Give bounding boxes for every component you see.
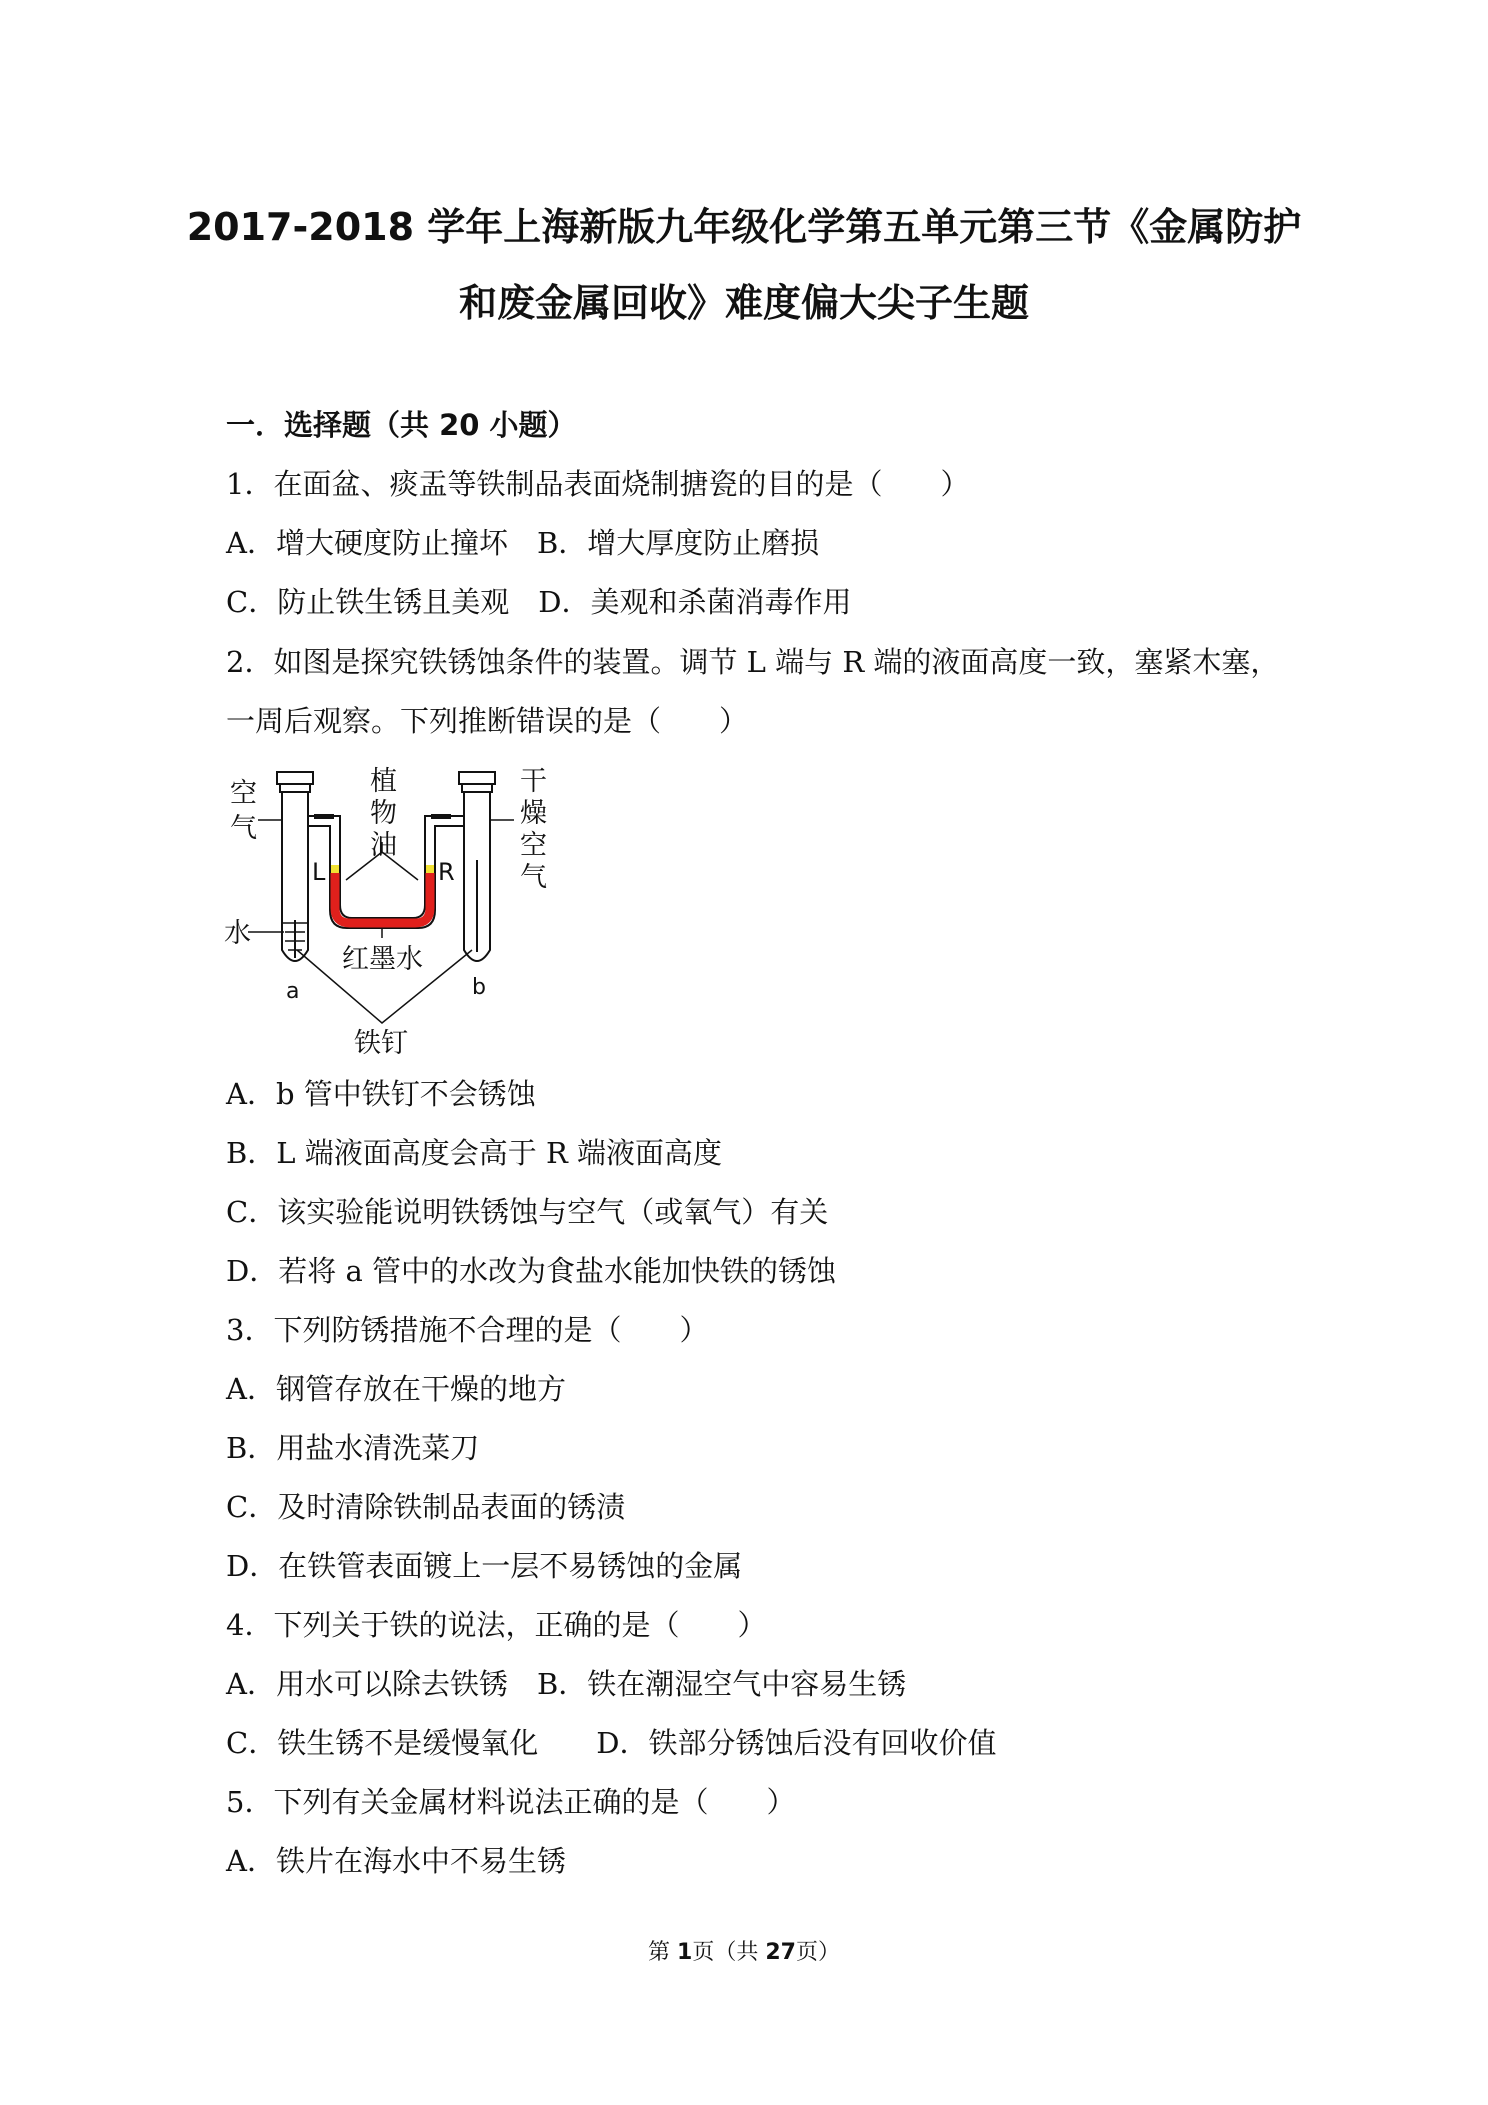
label-red-ink: 红墨水 xyxy=(342,944,423,975)
page-footer xyxy=(0,1935,1488,1966)
page-title-line2: 和废金属回收》难度偏大尖子生题 xyxy=(458,281,1029,325)
label-oil-2: 物 xyxy=(370,798,397,829)
label-R: R xyxy=(438,858,455,886)
footer-post: 页） xyxy=(795,1940,840,1965)
question-4-options-ab: A．用水可以除去铁锈 B．铁在潮湿空气中容易生锈 xyxy=(226,1667,907,1701)
red-ink-liquid xyxy=(335,873,430,923)
footer-total-pages: 27 xyxy=(765,1940,796,1965)
footer-mid: 页（共 xyxy=(692,1940,766,1965)
label-dry-air-1: 干 xyxy=(520,766,547,797)
question-1-options-cd: C．防止铁生锈且美观 D．美观和杀菌消毒作用 xyxy=(226,585,852,619)
question-3-option-a: A．钢管存放在干燥的地方 xyxy=(226,1372,566,1406)
question-2-option-c: C．该实验能说明铁锈蚀与空气（或氧气）有关 xyxy=(226,1195,829,1229)
question-3-stem: 3．下列防锈措施不合理的是（ ） xyxy=(226,1313,709,1347)
question-1-options-ab: A．增大硬度防止撞坏 B．增大厚度防止磨损 xyxy=(226,526,820,560)
section-heading: 一．选择题（共 20 小题） xyxy=(226,408,577,442)
label-iron-nail: 铁钉 xyxy=(354,1028,408,1059)
label-oil-3: 油 xyxy=(370,830,397,861)
question-4-options-cd: C．铁生锈不是缓慢氧化 D．铁部分锈蚀后没有回收价值 xyxy=(226,1726,997,1760)
label-b: b xyxy=(472,975,486,1000)
stopper-left xyxy=(314,814,334,819)
iron-rust-apparatus-figure xyxy=(222,760,562,1065)
oil-layer-right xyxy=(426,865,434,873)
page-title-line1: 2017-2018 学年上海新版九年级化学第五单元第三节《金属防护 xyxy=(186,205,1302,249)
stopper-right xyxy=(431,814,451,819)
question-5-option-a: A．铁片在海水中不易生锈 xyxy=(226,1844,566,1878)
question-2-stem-line1: 2．如图是探究铁锈蚀条件的装置。调节 L 端与 R 端的液面高度一致，塞紧木塞， xyxy=(226,645,1280,679)
question-2-option-a: A．b 管中铁钉不会锈蚀 xyxy=(226,1077,536,1111)
question-3-option-d: D．在铁管表面镀上一层不易锈蚀的金属 xyxy=(226,1549,743,1583)
label-L: L xyxy=(312,858,326,886)
label-air-2: 气 xyxy=(230,813,257,844)
label-oil-1: 植 xyxy=(370,766,397,797)
label-dry-air-2: 燥 xyxy=(520,798,547,829)
footer-pre: 第 xyxy=(648,1940,678,1965)
question-1-stem: 1．在面盆、痰盂等铁制品表面烧制搪瓷的目的是（ ） xyxy=(226,467,970,501)
question-2-option-d: D．若将 a 管中的水改为食盐水能加快铁的锈蚀 xyxy=(226,1254,836,1288)
question-2-option-b: B．L 端液面高度会高于 R 端液面高度 xyxy=(226,1136,723,1170)
question-3-option-b: B．用盐水清洗菜刀 xyxy=(226,1431,480,1465)
label-a: a xyxy=(286,979,300,1004)
question-2-stem-line2: 一周后观察。下列推断错误的是（ ） xyxy=(226,704,749,738)
label-dry-air-3: 空 xyxy=(520,830,547,861)
label-water: 水 xyxy=(224,918,251,949)
oil-layer-left xyxy=(331,865,339,873)
label-air-1: 空 xyxy=(230,778,257,809)
question-5-stem: 5．下列有关金属材料说法正确的是（ ） xyxy=(226,1785,796,1819)
label-dry-air-4: 气 xyxy=(520,862,547,893)
footer-page-number: 1 xyxy=(677,1940,693,1965)
question-3-option-c: C．及时清除铁制品表面的锈渍 xyxy=(226,1490,626,1524)
question-4-stem: 4．下列关于铁的说法，正确的是（ ） xyxy=(226,1608,767,1642)
